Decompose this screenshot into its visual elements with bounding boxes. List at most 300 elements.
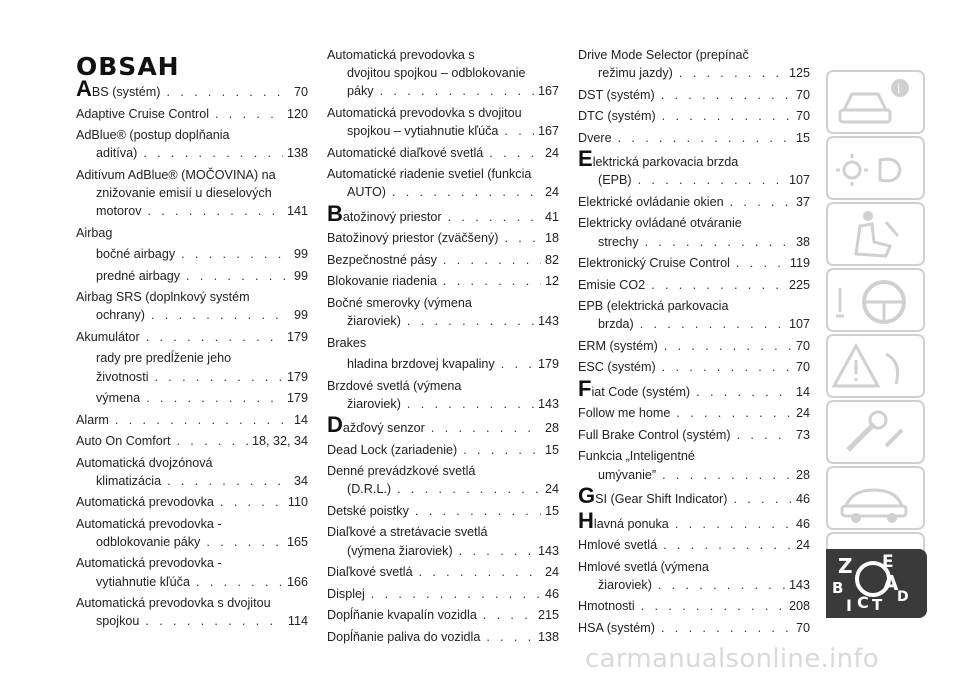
- car-specs-icon: [826, 466, 925, 530]
- entry-label: žiaroviek): [347, 396, 401, 411]
- leader-dots: [155, 368, 283, 386]
- index-entry[interactable]: [327, 104, 559, 140]
- index-column-1: [76, 76, 308, 634]
- leader-dots: [380, 82, 534, 100]
- entry-label: DTC (systém): [578, 109, 656, 124]
- entry-label: Automatické riadenie svetiel (funkcia: [327, 167, 532, 182]
- index-entry[interactable]: [578, 146, 810, 189]
- leader-dots: [737, 426, 792, 444]
- leader-dots: [483, 606, 534, 624]
- index-entry[interactable]: [327, 200, 559, 226]
- index-entry[interactable]: [76, 288, 308, 324]
- page-number[interactable]: 18: [544, 231, 559, 246]
- leader-dots: [618, 129, 792, 147]
- entry-label: motorov: [96, 204, 142, 219]
- index-entry[interactable]: [327, 441, 559, 459]
- index-entry[interactable]: [327, 523, 559, 559]
- index-entry[interactable]: [76, 454, 308, 490]
- index-entry[interactable]: [327, 46, 559, 101]
- page-number[interactable]: 119: [789, 256, 810, 271]
- leader-dots: [443, 251, 541, 269]
- index-entry[interactable]: [76, 245, 308, 263]
- section-initial: B: [327, 200, 343, 226]
- section-initial: A: [76, 76, 92, 101]
- leader-dots: [641, 597, 785, 615]
- chapter-tabs: [826, 70, 926, 598]
- entry-label: Denné prevádzkové svetlá: [327, 464, 476, 479]
- page-number[interactable]: 167: [537, 124, 559, 139]
- index-entry[interactable]: [578, 619, 810, 637]
- page-number[interactable]: 46: [795, 492, 810, 507]
- entry-label: Dopĺňanie kvapalín vozidla: [327, 608, 477, 623]
- entry-label: Adaptive Cruise Control: [76, 106, 209, 121]
- leader-dots: [371, 585, 541, 603]
- page-number[interactable]: 15: [544, 442, 559, 457]
- entry-label: ažďový senzor: [342, 421, 425, 436]
- page-number[interactable]: 15: [544, 503, 559, 518]
- airbag-seat-icon: [826, 202, 925, 266]
- index-s-icon: [826, 549, 927, 618]
- entry-label: Alarm: [76, 412, 109, 427]
- entry-label: Dopĺňanie paliva do vozidla: [327, 629, 481, 644]
- page-number[interactable]: 70: [795, 109, 810, 124]
- leader-dots: [392, 183, 541, 201]
- entry-label: Brakes: [327, 335, 367, 350]
- index-entry[interactable]: [76, 267, 308, 285]
- entry-label: odblokovanie páky: [96, 534, 201, 549]
- leader-dots: [415, 502, 541, 520]
- page-number[interactable]: 110: [287, 495, 308, 510]
- page-number[interactable]: 225: [788, 277, 810, 292]
- page-number[interactable]: 120: [286, 106, 308, 121]
- leader-dots: [146, 389, 283, 407]
- page-number[interactable]: 37: [795, 194, 810, 209]
- leader-dots: [143, 144, 283, 162]
- index-entry[interactable]: [76, 349, 308, 385]
- page-number[interactable]: 125: [788, 66, 810, 81]
- entry-label: ERM (systém): [578, 338, 658, 353]
- leader-dots: [463, 441, 541, 459]
- entry-label: Emisie CO2: [578, 277, 646, 292]
- entry-label: Diaľkové a stretávacie svetlá: [327, 525, 488, 540]
- page-number[interactable]: 24: [544, 145, 559, 160]
- leader-dots: [206, 533, 283, 551]
- index-entry[interactable]: [327, 355, 559, 373]
- entry-label: Airbag: [76, 225, 113, 240]
- page-number[interactable]: 107: [788, 317, 810, 332]
- entry-label: výmena: [96, 391, 141, 406]
- section-initial: H: [578, 507, 594, 533]
- entry-label: AdBlue® (postup doplňania: [76, 128, 230, 142]
- leader-dots: [448, 208, 541, 226]
- page-number[interactable]: 24: [795, 406, 810, 421]
- index-entry[interactable]: [578, 536, 810, 554]
- page-number[interactable]: 34: [293, 473, 308, 488]
- watermark: carmanualsonline.info: [585, 644, 880, 674]
- index-entry[interactable]: [578, 358, 810, 376]
- index-entry[interactable]: [578, 86, 810, 104]
- entry-label: ochrany): [96, 308, 145, 323]
- leader-dots: [663, 536, 792, 554]
- entry-label: Diaľkové svetlá: [327, 565, 413, 580]
- index-entry[interactable]: [327, 462, 559, 498]
- leader-dots: [397, 480, 541, 498]
- warning-triangle-icon: [826, 334, 925, 398]
- page-number[interactable]: 99: [293, 308, 308, 323]
- page-number[interactable]: 143: [537, 314, 559, 329]
- entry-label: brzda): [598, 317, 634, 332]
- page-number[interactable]: 138: [286, 146, 308, 161]
- leader-dots: [166, 83, 290, 101]
- leader-dots: [145, 612, 284, 630]
- index-entry[interactable]: [578, 483, 810, 509]
- leader-dots: [733, 490, 792, 508]
- leader-dots: [661, 619, 792, 637]
- entry-label: lavná ponuka: [593, 516, 669, 531]
- index-entry[interactable]: [327, 628, 559, 646]
- index-entry[interactable]: [578, 404, 810, 422]
- page-number[interactable]: 14: [795, 384, 810, 399]
- index-entry[interactable]: [327, 377, 559, 413]
- page-number[interactable]: 143: [788, 577, 810, 592]
- leader-dots: [148, 202, 283, 220]
- dashboard-lights-icon: [826, 136, 925, 200]
- entry-label: EPB (elektrická parkovacia: [578, 299, 729, 314]
- index-letter-t: T: [872, 596, 883, 614]
- entry-label: Full Brake Control (systém): [578, 427, 731, 442]
- entry-label: DST (systém): [578, 87, 655, 102]
- entry-label: Hmotnosti: [578, 599, 635, 614]
- entry-label: Displej: [327, 586, 365, 601]
- entry-label: HSA (systém): [578, 620, 655, 635]
- index-letter-b: B: [832, 579, 844, 597]
- entry-label: Elektricky ovládané otváranie: [578, 216, 742, 231]
- index-entry[interactable]: [578, 375, 810, 401]
- entry-label: Batožinový priestor (zväčšený): [327, 231, 499, 246]
- page-number[interactable]: 141: [286, 204, 308, 219]
- entry-label: žiaroviek): [598, 577, 652, 592]
- index-entry[interactable]: [578, 558, 810, 594]
- leader-dots: [215, 105, 283, 123]
- entry-label: aditíva): [96, 146, 138, 161]
- index-entry[interactable]: [76, 224, 308, 242]
- leader-dots: [419, 563, 541, 581]
- entry-label: Blokovanie riadenia: [327, 274, 437, 289]
- page-number[interactable]: 166: [286, 574, 308, 589]
- index-entry[interactable]: [327, 502, 559, 520]
- index-entry[interactable]: [327, 294, 559, 330]
- entry-label: Automatická dvojzónová: [76, 455, 213, 470]
- index-entry[interactable]: [76, 166, 308, 221]
- page-title: OBSAH: [76, 52, 180, 81]
- entry-label: znižovanie emisií u dieselových: [96, 185, 272, 200]
- leader-dots: [736, 254, 786, 272]
- entry-label: Follow me home: [578, 406, 671, 421]
- index-letter-e: E: [882, 552, 894, 572]
- page-number[interactable]: 14: [293, 412, 308, 427]
- section-initial: F: [578, 375, 592, 401]
- page-number[interactable]: 114: [287, 614, 308, 629]
- page-number[interactable]: 179: [537, 357, 559, 372]
- page-number[interactable]: 215: [537, 608, 559, 623]
- index-entry[interactable]: [76, 126, 308, 162]
- page-number[interactable]: 179: [286, 329, 308, 344]
- page-number[interactable]: 46: [544, 586, 559, 601]
- leader-dots: [658, 576, 785, 594]
- entry-label: páky: [347, 84, 374, 99]
- entry-label: iat Code (systém): [591, 384, 691, 399]
- index-entry[interactable]: [578, 597, 810, 615]
- index-entry[interactable]: [327, 606, 559, 624]
- svg-text:i: i: [897, 82, 901, 96]
- leader-dots: [662, 358, 792, 376]
- entry-label: SI (Gear Shift Indicator): [595, 492, 728, 507]
- entry-label: dvojitou spojkou – odblokovanie: [347, 66, 526, 81]
- index-entry[interactable]: [76, 554, 308, 590]
- leader-dots: [675, 515, 792, 533]
- entry-label: Auto On Comfort: [76, 434, 171, 449]
- page-number[interactable]: 41: [544, 209, 559, 224]
- index-entry[interactable]: [76, 493, 308, 511]
- service-wrench-icon: [826, 400, 925, 464]
- page-number[interactable]: 82: [544, 252, 559, 267]
- entry-label: režimu jazdy): [598, 66, 673, 81]
- chapter-tab[interactable]: [826, 334, 925, 400]
- entry-label: Detské poistky: [327, 503, 409, 518]
- entry-label: Drive Mode Selector (prepínač: [578, 48, 749, 62]
- page-number[interactable]: 143: [537, 543, 559, 558]
- page-number[interactable]: 70: [293, 85, 308, 99]
- index-entry[interactable]: [327, 585, 559, 603]
- entry-label: Automatické diaľkové svetlá: [327, 145, 484, 160]
- page-number[interactable]: 70: [795, 620, 810, 635]
- entry-label: klimatizácia: [96, 473, 162, 488]
- entry-label: atožinový priestor: [342, 209, 442, 224]
- entry-label: Elektrické ovládanie okien: [578, 194, 724, 209]
- index-entry[interactable]: [327, 412, 559, 438]
- entry-label: Bočné smerovky (výmena: [327, 295, 472, 310]
- index-entry[interactable]: [327, 229, 559, 247]
- chapter-tab[interactable]: [826, 400, 925, 466]
- leader-dots: [177, 432, 248, 450]
- page-number[interactable]: 70: [795, 360, 810, 375]
- leader-dots: [638, 171, 785, 189]
- entry-label: (EPB): [598, 173, 632, 188]
- page-number[interactable]: 24: [544, 185, 559, 200]
- entry-label: bočné airbagy: [96, 247, 176, 262]
- entry-label: Funkcia „Inteligentné: [578, 449, 695, 464]
- page-number[interactable]: 24: [795, 538, 810, 553]
- page-number[interactable]: 12: [544, 274, 559, 289]
- page-number[interactable]: 165: [286, 534, 308, 549]
- leader-dots: [146, 328, 283, 346]
- index-entry[interactable]: [76, 389, 308, 407]
- steering-wheel-icon: [826, 268, 925, 332]
- leader-dots: [115, 411, 290, 429]
- leader-dots: [661, 86, 792, 104]
- index-entry[interactable]: [76, 76, 308, 101]
- index-entry[interactable]: [327, 144, 559, 162]
- section-initial: D: [327, 412, 343, 438]
- leader-dots: [504, 229, 541, 247]
- page-number[interactable]: 99: [293, 247, 308, 262]
- leader-dots: [151, 306, 290, 324]
- index-entry[interactable]: [578, 507, 810, 533]
- leader-dots: [504, 122, 534, 140]
- entry-label: Dvere: [578, 130, 612, 145]
- index-entry[interactable]: [76, 594, 308, 630]
- entry-label: strechy: [598, 234, 639, 249]
- leader-dots: [679, 64, 785, 82]
- entry-label: vytiahnutie kľúča: [96, 574, 190, 589]
- index-entry[interactable]: [327, 165, 559, 201]
- leader-dots: [196, 573, 283, 591]
- leader-dots: [186, 267, 290, 285]
- index-entry[interactable]: [76, 328, 308, 346]
- index-entry[interactable]: [578, 447, 810, 483]
- leader-dots: [662, 466, 792, 484]
- car-info-icon: [826, 70, 925, 134]
- page-number[interactable]: 179: [286, 369, 308, 384]
- leader-dots: [489, 144, 541, 162]
- index-entry[interactable]: [578, 297, 810, 333]
- entry-label: spojkou – vytiahnutie kľúča: [347, 124, 499, 139]
- entry-label: predné airbagy: [96, 268, 181, 283]
- entry-label: lektrická parkovacia brzda: [592, 155, 739, 170]
- leader-dots: [676, 404, 792, 422]
- index-letter-c: C: [857, 593, 869, 612]
- page-number[interactable]: 24: [544, 565, 559, 580]
- page-number[interactable]: 208: [788, 599, 810, 614]
- leader-dots: [486, 628, 534, 646]
- page-number[interactable]: 28: [795, 467, 810, 482]
- page-number[interactable]: 107: [788, 173, 810, 188]
- entry-label: AUTO): [347, 185, 386, 200]
- entry-label: (výmena žiaroviek): [347, 543, 453, 558]
- entry-label: spojkou: [96, 614, 140, 629]
- entry-label: umývanie”: [598, 467, 657, 482]
- entry-label: Elektronický Cruise Control: [578, 256, 730, 271]
- page-number[interactable]: 138: [537, 629, 559, 644]
- entry-label: Bezpečnostné pásy: [327, 252, 437, 267]
- index-entry[interactable]: [578, 426, 810, 444]
- index-entry[interactable]: [578, 129, 810, 147]
- index-letter-a: A: [883, 571, 899, 595]
- entry-label: (D.R.L.): [347, 482, 392, 497]
- leader-dots: [181, 245, 290, 263]
- section-initial: E: [578, 146, 593, 172]
- chapter-tab[interactable]: [826, 70, 925, 136]
- entry-label: Hmlové svetlá: [578, 538, 658, 553]
- entry-label: rady pre predĺženie jeho: [96, 351, 232, 366]
- page-number[interactable]: 70: [795, 338, 810, 353]
- index-column-3: [578, 46, 810, 640]
- leader-dots: [696, 383, 792, 401]
- index-entry[interactable]: [578, 254, 810, 272]
- index-entry[interactable]: [578, 337, 810, 355]
- page-number[interactable]: 99: [293, 268, 308, 283]
- entry-label: ESC (systém): [578, 360, 656, 375]
- page-number[interactable]: 15: [795, 130, 810, 145]
- index-entry[interactable]: [327, 334, 559, 352]
- section-initial: G: [578, 483, 596, 509]
- leader-dots: [645, 233, 792, 251]
- entry-label: Automatická prevodovka s dvojitou: [327, 105, 522, 120]
- entry-label: žiaroviek): [347, 314, 401, 329]
- leader-dots: [730, 193, 792, 211]
- index-entry[interactable]: [327, 251, 559, 269]
- index-entry[interactable]: [578, 193, 810, 211]
- entry-label: Automatická prevodovka: [76, 495, 214, 510]
- entry-label: Brzdové svetlá (výmena: [327, 378, 462, 393]
- leader-dots: [651, 276, 785, 294]
- page-number[interactable]: 46: [795, 516, 810, 531]
- index-entry[interactable]: [327, 272, 559, 290]
- leader-dots: [640, 315, 785, 333]
- index-entry[interactable]: [76, 432, 308, 450]
- page-number[interactable]: 18, 32, 34: [251, 434, 308, 449]
- index-letter-i: I: [846, 596, 852, 615]
- page-number[interactable]: 24: [544, 482, 559, 497]
- entry-label: BS (systém): [91, 85, 161, 99]
- index-entry[interactable]: [578, 276, 810, 294]
- entry-label: Automatická prevodovka s dvojitou: [76, 596, 271, 611]
- leader-dots: [167, 472, 290, 490]
- entry-label: Akumulátor: [76, 329, 140, 344]
- entry-label: Airbag SRS (doplnkový systém: [76, 290, 250, 305]
- index-entry[interactable]: [76, 411, 308, 429]
- entry-label: Hmlové svetlá (výmena: [578, 559, 709, 574]
- page-number[interactable]: 143: [537, 396, 559, 411]
- leader-dots: [220, 493, 284, 511]
- entry-label: hladina brzdovej kvapaliny: [347, 357, 495, 372]
- leader-dots: [501, 355, 534, 373]
- entry-label: Aditívum AdBlue® (MOČOVINA) na: [76, 167, 276, 182]
- index-entry[interactable]: [327, 563, 559, 581]
- index-column-2: [327, 46, 559, 649]
- page-number[interactable]: 167: [537, 84, 559, 99]
- leader-dots: [443, 272, 541, 290]
- index-letter-d: D: [897, 589, 909, 605]
- page-number[interactable]: 70: [795, 87, 810, 102]
- chapter-tab[interactable]: [826, 136, 925, 202]
- chapter-tab[interactable]: [826, 202, 925, 268]
- index-tab[interactable]: [826, 549, 927, 618]
- chapter-tab[interactable]: [826, 268, 925, 334]
- leader-dots: [664, 337, 792, 355]
- leader-dots: [662, 107, 792, 125]
- index-entry[interactable]: [578, 214, 810, 250]
- index-letter-z: Z: [838, 554, 853, 578]
- page-number[interactable]: 28: [544, 421, 559, 436]
- page-number[interactable]: 179: [286, 391, 308, 406]
- chapter-tab[interactable]: [826, 466, 925, 532]
- entry-label: Dead Lock (zariadenie): [327, 442, 458, 457]
- page-number[interactable]: 38: [795, 234, 810, 249]
- index-entry[interactable]: [76, 515, 308, 551]
- leader-dots: [459, 542, 534, 560]
- leader-dots: [407, 312, 534, 330]
- entry-label: Automatická prevodovka s: [327, 48, 475, 62]
- entry-label: Automatická prevodovka -: [76, 556, 222, 571]
- index-entry[interactable]: [578, 46, 810, 82]
- page-number[interactable]: 73: [795, 427, 810, 442]
- index-entry[interactable]: [76, 105, 308, 123]
- entry-label: Automatická prevodovka -: [76, 516, 222, 531]
- leader-dots: [407, 395, 534, 413]
- index-entry[interactable]: [578, 107, 810, 125]
- entry-label: životnosti: [96, 369, 149, 384]
